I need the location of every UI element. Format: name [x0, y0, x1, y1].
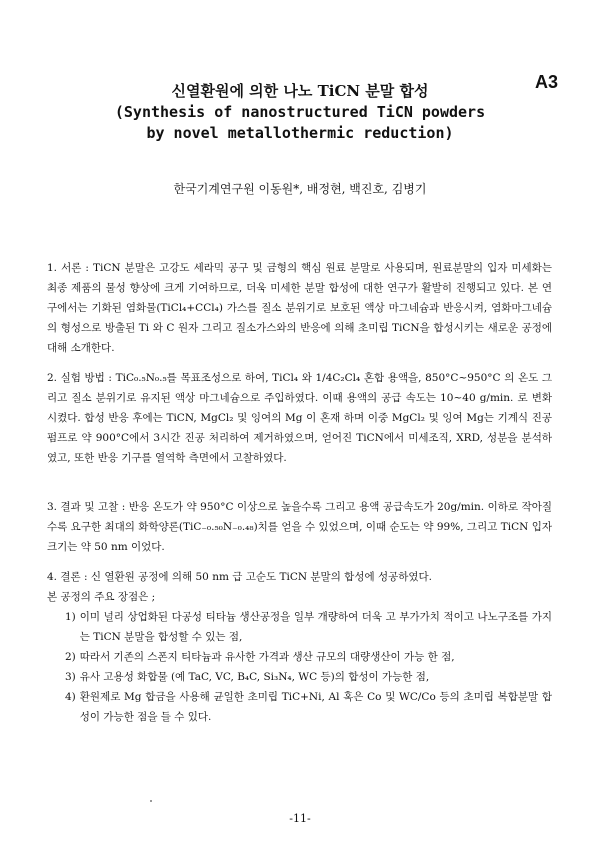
authors: 한국기계연구원 이동원*, 배정현, 백진호, 김병기 [173, 182, 427, 196]
list-item-text: 유사 고용성 화합물 (예 TaC, VC, B₄C, Si₃N₄, WC 등)의 합성이 가능한 점, [79, 671, 430, 683]
list-item-text: 따라서 기존의 스폰지 티타늄과 유사한 가격과 생산 규모의 대량생산이 가능 한 점, [79, 651, 455, 663]
list-item [65, 667, 552, 687]
abstract-code: A3 [535, 72, 559, 92]
list-item [65, 647, 552, 667]
section-results: 3. 결과 및 고찰 : 반응 온도가 약 950°C 이상으로 높을수록 그리고 용액 공급속도가 20g/min. 이하로 작아질수록 요구한 최대의 화학양론(TiC₋₀.₅₀N₋₀.₄₈)치를 얻을 수 있었으며, 이때 순도는 약 99%, 그리고 TiCN 입자 크기는 약 50 nm 이었다. [47, 501, 552, 553]
section-introduction: 1. 서론 : TiCN 분말은 고강도 세라믹 공구 및 금형의 핵심 원료 분말로 사용되며, 원료분말의 입자 미세화는 최종 제품의 물성 향상에 크게 기여하므로, 더욱 미세한 분말 합성에 대한 연구가 활발히 진행되고 있다. 본 연구에서는 기화된 염화물(TiCl₄+CCl₄) 가스를 질소 분위기로 보호된 액상 마그네슘과 반응시켜, 염화마그네슘의 형성으로 방출된 Ti 와 C 원자 그리고 질소가스와의 반응에 의해 초미립 TiCN을 합성시키는 새로운 공정에 대해 소개한다. [47, 262, 552, 354]
conclusion-line2: 본 공정의 주요 장점은 ; [47, 591, 156, 603]
page-number: -11- [289, 812, 311, 825]
title-english-line1: (Synthesis of nanostructured TiCN powders [114, 103, 486, 121]
list-item-number: 4) [65, 691, 76, 703]
list-item-number: 2) [65, 651, 76, 663]
list-item-text: 이미 널리 상업화된 다공성 티타늄 생산공정을 일부 개량하여 더욱 고 부가가치 적이고 나노구조를 가지는 TiCN 분말을 합성할 수 있는 점, [79, 611, 552, 643]
list-item [65, 607, 552, 647]
advantage-list [65, 607, 552, 727]
scan-speck [150, 800, 152, 802]
list-item-text: 환원제로 Mg 합금을 사용해 균일한 초미립 TiC+Ni, Al 혹은 Co 및 WC/Co 등의 초미립 복합분말 합성이 가능한 점을 들 수 있다. [79, 691, 552, 723]
section-methods: 2. 실험 방법 : TiC₀.₅N₀.₅를 목표조성으로 하여, TiCl₄ 와 1/4C₂Cl₄ 혼합 용액을, 850°C~950°C 의 온도 그리고 질소 분위기로 유지된 액상 마그네슘으로 주입하였다. 이때 용액의 공급 속도는 10~40 g/min. 로 변화 시켰다. 합성 반응 후에는 TiCN, MgCl₂ 및 잉여의 Mg 이 혼재 하며 이중 MgCl₂ 및 잉여 Mg는 기계식 진공 펌프로 약 900°C에서 3시간 진공 처리하여 제거하였으며, 얻어진 TiCN에서 미세조직, XRD, 성분을 분석하였고, 또한 반응 기구를 열역학 측면에서 고찰하였다. [47, 372, 552, 464]
list-item-number: 3) [65, 671, 76, 683]
title-english-line2: by novel metallothermic reduction) [146, 124, 454, 142]
title-block [60, 80, 540, 144]
section-conclusion [47, 567, 552, 727]
conclusion-line1: 4. 결론 : 신 열환원 공정에 의해 50 nm 급 고순도 TiCN 분말의 합성에 성공하였다. [47, 571, 433, 583]
list-item [65, 687, 552, 727]
list-item-number: 1) [65, 611, 76, 623]
title-korean: 신열환원에 의한 나노 TiCN 분말 합성 [171, 82, 429, 100]
